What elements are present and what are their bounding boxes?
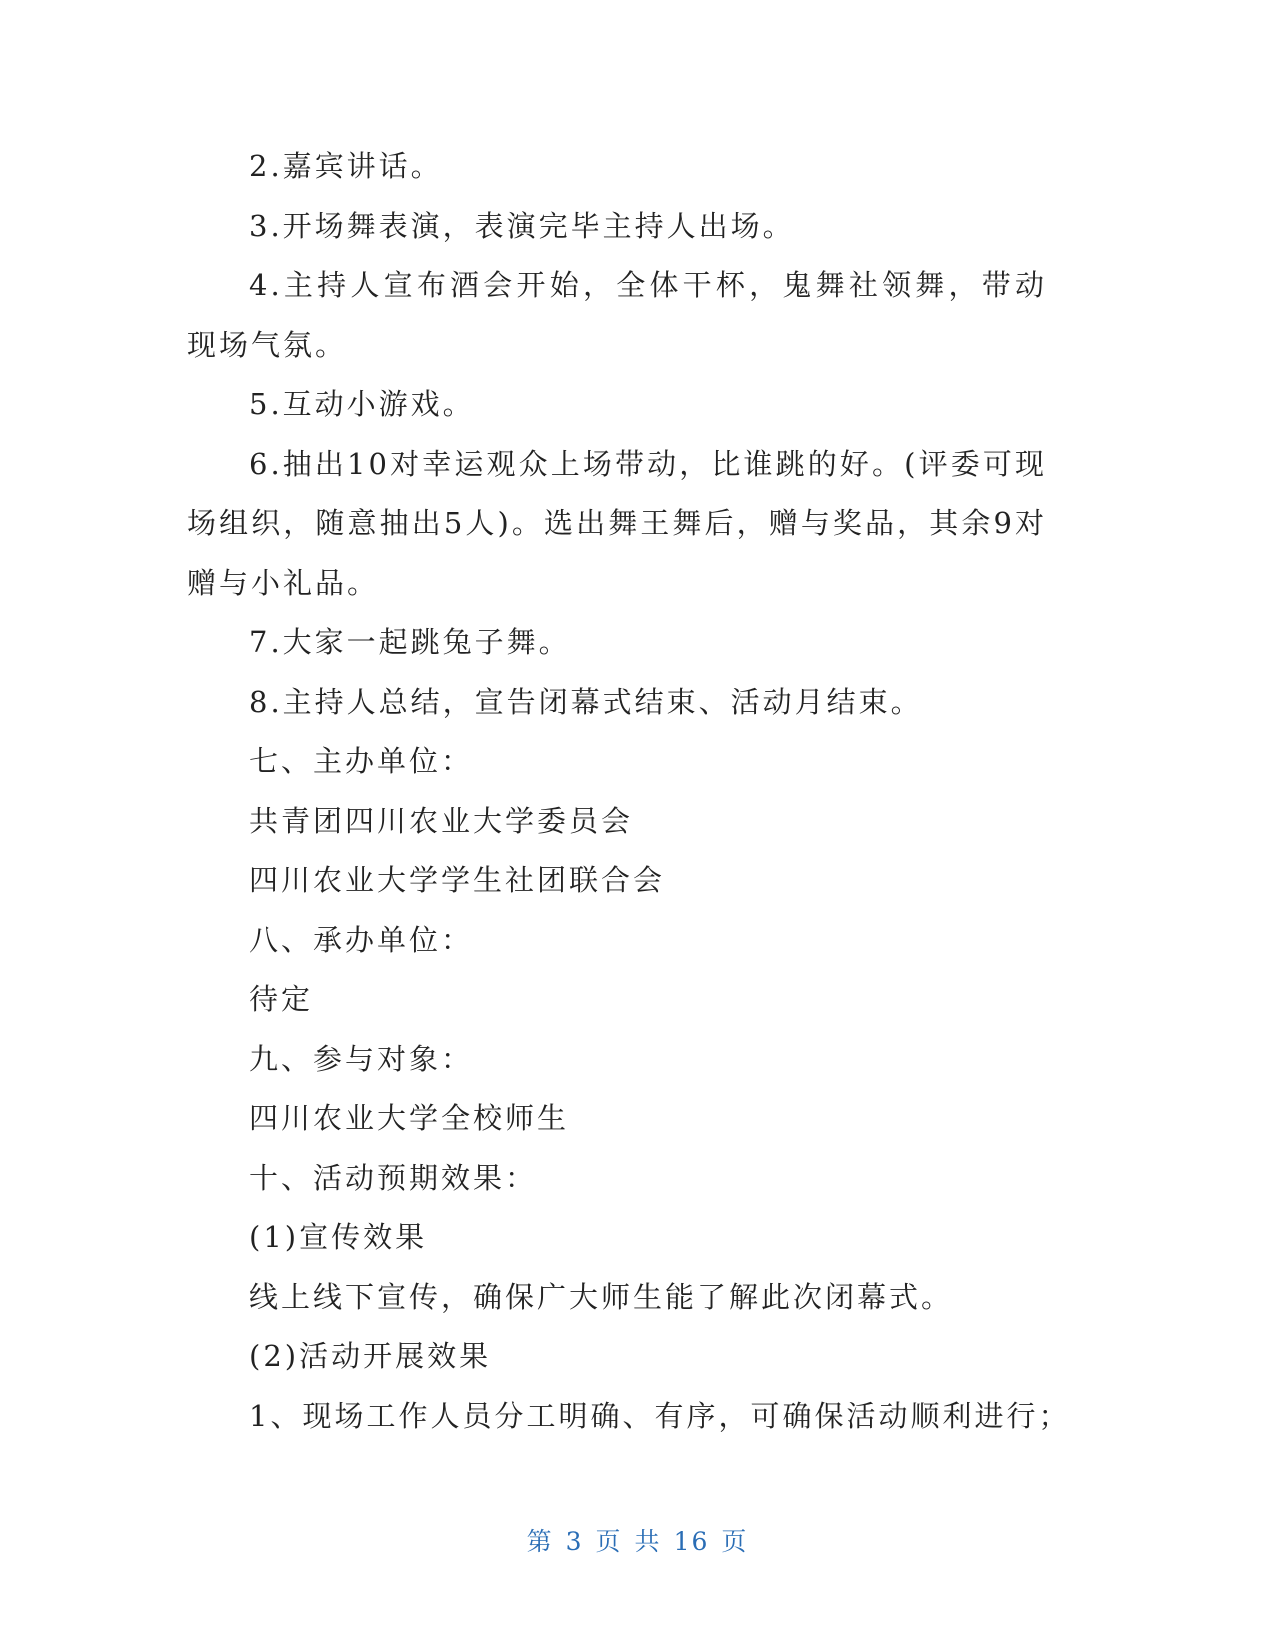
section-heading-expected-effect: 十、活动预期效果： [249,1160,538,1195]
subheading-publicity-effect: (1)宣传效果 [249,1220,428,1254]
list-item-6: 6.抽出10对幸运观众上场带动，比谁跳的好。(评委可现场组织，随意抽出5人)。选出舞王舞后，赠与奖品，其余9对赠与小礼品。 [187,446,1047,600]
document-body [187,137,1071,1446]
subheading-activity-effect: (2)活动开展效果 [249,1339,492,1373]
footer-total-pages: 16 [673,1527,710,1556]
section-heading-undertaker: 八、承办单位： [249,922,474,957]
participants-value: 四川农业大学全校师生 [249,1101,570,1135]
footer-total-word: 共 [634,1527,662,1556]
list-item-4: 4.主持人宣布酒会开始，全体干杯，鬼舞社领舞，带动现场气氛。 [187,268,1047,362]
activity-effect-item-1: 1、现场工作人员分工明确、有序，可确保活动顺利进行； [249,1398,1071,1433]
section-heading-organizer: 七、主办单位： [249,744,474,778]
footer-prefix: 第 [526,1527,554,1556]
undertaker-value: 待定 [249,982,314,1016]
footer-suffix: 页 [721,1527,749,1556]
list-item-8: 8.主持人总结，宣告闭幕式结束、活动月结束。 [249,684,923,719]
list-item-3: 3.开场舞表演，表演完毕主持人出场。 [249,208,795,243]
list-item-7: 7.大家一起跳兔子舞。 [249,625,571,659]
organizer-1: 共青团四川农业大学委员会 [249,803,634,838]
section-heading-participants: 九、参与对象： [249,1041,474,1076]
page-footer [0,1522,1275,1558]
footer-current-page: 3 [565,1527,584,1556]
publicity-effect-text: 线上线下宣传，确保广大师生能了解此次闭幕式。 [249,1279,954,1314]
list-item-2: 2.嘉宾讲话。 [249,149,443,183]
organizer-2: 四川农业大学学生社团联合会 [249,863,666,897]
list-item-5: 5.互动小游戏。 [249,387,475,421]
footer-page-word: 页 [595,1527,623,1556]
